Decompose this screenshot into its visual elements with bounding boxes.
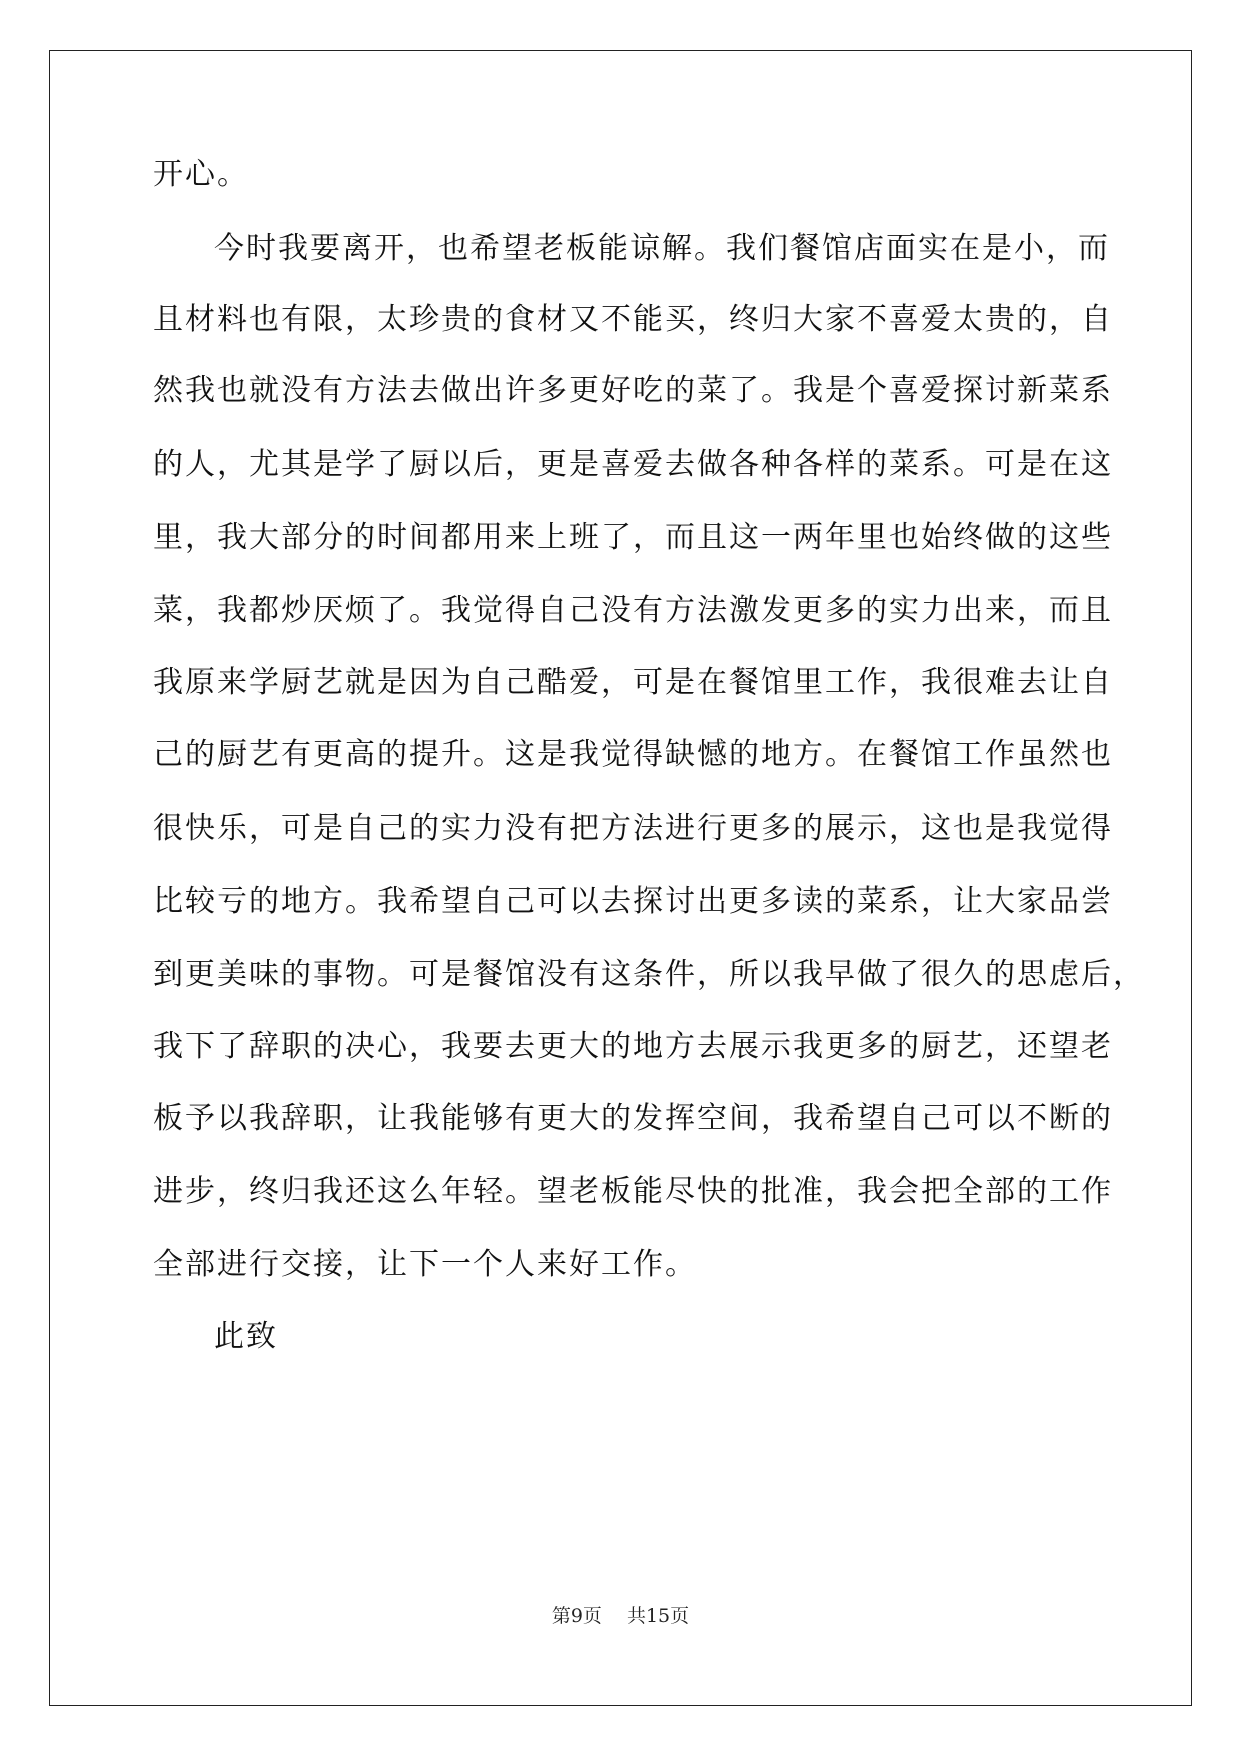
page-border: [49, 50, 1192, 1706]
text-line: 的人，尤其是学了厨以后，更是喜爱去做各种各样的菜系。可是在这: [153, 447, 1113, 482]
text-line: 我下了辞职的决心，我要去更大的地方去展示我更多的厨艺，还望老: [153, 1029, 1113, 1064]
text-line: 到更美味的事物。可是餐馆没有这条件，所以我早做了很久的思虑后，: [153, 957, 1145, 992]
page-number-footer: 第9页 共15页: [551, 1605, 690, 1627]
text-line: 比较亏的地方。我希望自己可以去探讨出更多读的菜系，让大家品尝: [153, 884, 1113, 919]
text-line: 且材料也有限，太珍贵的食材又不能买，终归大家不喜爱太贵的，自: [153, 302, 1113, 337]
text-line: 里，我大部分的时间都用来上班了，而且这一两年里也始终做的这些: [153, 520, 1113, 555]
text-line: 进步，终归我还这么年轻。望老板能尽快的批准，我会把全部的工作: [153, 1174, 1113, 1209]
text-line: 今时我要离开，也希望老板能谅解。我们餐馆店面实在是小，而: [214, 231, 1110, 266]
text-line: 全部进行交接，让下一个人来好工作。: [153, 1247, 697, 1282]
text-line: 很快乐，可是自己的实力没有把方法进行更多的展示，这也是我觉得: [153, 811, 1113, 846]
text-line: 开心。: [153, 157, 249, 192]
text-line: 菜，我都炒厌烦了。我觉得自己没有方法激发更多的实力出来，而且: [153, 593, 1113, 628]
closing-salutation: 此致: [214, 1319, 278, 1354]
text-line: 然我也就没有方法去做出许多更好吃的菜了。我是个喜爱探讨新菜系: [153, 373, 1113, 408]
text-line: 己的厨艺有更高的提升。这是我觉得缺憾的地方。在餐馆工作虽然也: [153, 737, 1113, 772]
text-line: 我原来学厨艺就是因为自己酷爱，可是在餐馆里工作，我很难去让自: [153, 665, 1113, 700]
text-line: 板予以我辞职，让我能够有更大的发挥空间，我希望自己可以不断的: [153, 1101, 1113, 1136]
